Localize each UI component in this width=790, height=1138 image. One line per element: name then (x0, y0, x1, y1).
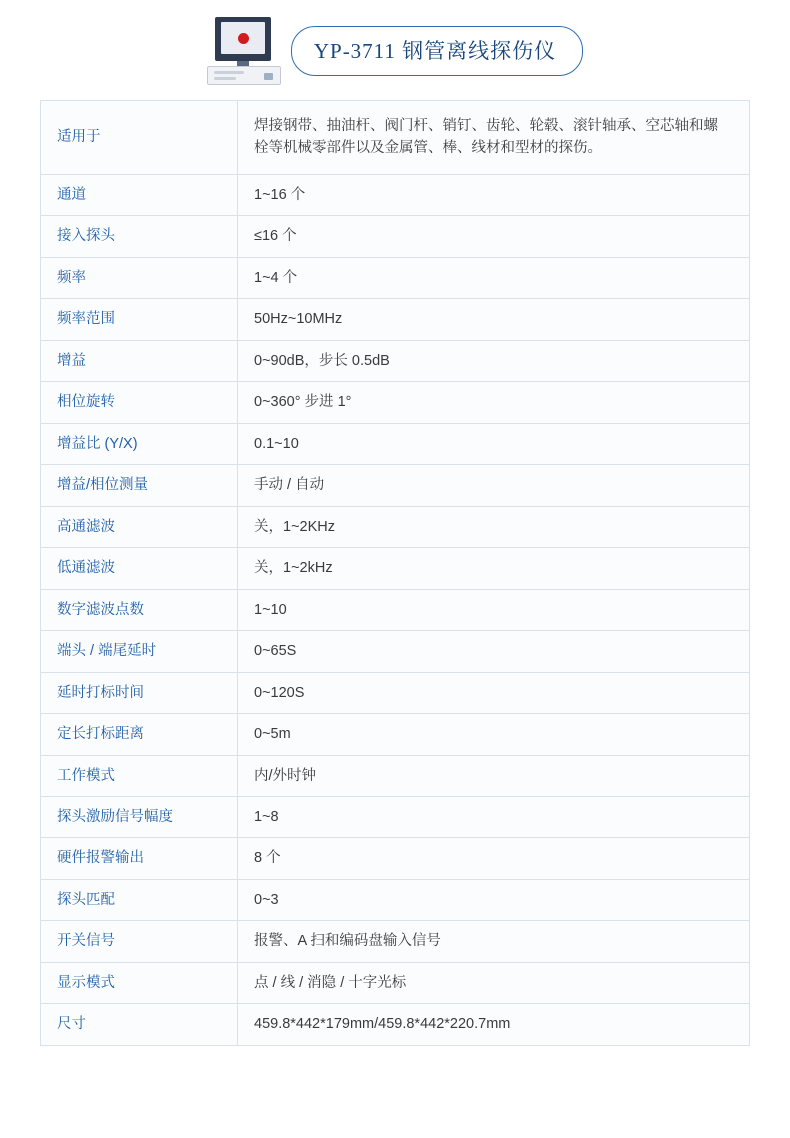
monitor-screen (221, 22, 265, 54)
spec-label: 接入探头 (41, 216, 238, 257)
base-slot-line (214, 77, 236, 80)
table-row (41, 299, 750, 340)
spec-label: 适用于 (41, 101, 238, 175)
spec-label: 尺寸 (41, 1004, 238, 1045)
spec-value: 0~120S (238, 672, 750, 713)
spec-label: 延时打标时间 (41, 672, 238, 713)
base-slot-line (214, 71, 244, 74)
table-row (41, 796, 750, 837)
table-row (41, 631, 750, 672)
spec-value: 0~90dB，步长 0.5dB (238, 340, 750, 381)
table-row (41, 838, 750, 879)
table-row (41, 672, 750, 713)
spec-value: 1~4 个 (238, 257, 750, 298)
table-row (41, 506, 750, 547)
page-title: YP-3711 钢管离线探伤仪 (313, 39, 557, 63)
table-row (41, 382, 750, 423)
table-row (41, 174, 750, 215)
specification-table-body (41, 101, 750, 1046)
spec-value: 点 / 线 / 消隐 / 十字光标 (238, 962, 750, 1003)
spec-value: 459.8*442*179mm/459.8*442*220.7mm (238, 1004, 750, 1045)
table-row (41, 879, 750, 920)
spec-value: ≤16 个 (238, 216, 750, 257)
spec-value: 内/外时钟 (238, 755, 750, 796)
spec-value: 0~65S (238, 631, 750, 672)
table-row (41, 548, 750, 589)
spec-label: 低通滤波 (41, 548, 238, 589)
table-row (41, 589, 750, 630)
spec-label: 数字滤波点数 (41, 589, 238, 630)
table-row (41, 257, 750, 298)
spec-value: 0~5m (238, 714, 750, 755)
table-row (41, 755, 750, 796)
spec-label: 硬件报警输出 (41, 838, 238, 879)
spec-value: 关，1~2KHz (238, 506, 750, 547)
table-row (41, 216, 750, 257)
specification-table (40, 100, 750, 1046)
base-power-button-icon (264, 73, 273, 80)
spec-value: 焊接钢带、抽油杆、阀门杆、销钉、齿轮、轮毂、滚针轴承、空芯轴和螺栓等机械零部件以及金属管、棒、线材和型材的探伤。 (238, 101, 750, 175)
spec-value: 50Hz~10MHz (238, 299, 750, 340)
spec-value: 1~8 (238, 796, 750, 837)
table-row (41, 340, 750, 381)
spec-label: 探头匹配 (41, 879, 238, 920)
spec-value: 报警、A 扫和编码盘输入信号 (238, 921, 750, 962)
table-row (41, 714, 750, 755)
spec-label: 增益 (41, 340, 238, 381)
spec-label: 增益比 (Y/X) (41, 423, 238, 464)
page-header (0, 0, 790, 96)
spec-value: 1~16 个 (238, 174, 750, 215)
screen-indicator-dot (238, 33, 249, 44)
table-row (41, 101, 750, 175)
spec-value: 0.1~10 (238, 423, 750, 464)
spec-label: 高通滤波 (41, 506, 238, 547)
spec-label: 端头 / 端尾延时 (41, 631, 238, 672)
spec-value: 8 个 (238, 838, 750, 879)
spec-label: 增益/相位测量 (41, 465, 238, 506)
spec-value: 关，1~2kHz (238, 548, 750, 589)
table-row (41, 921, 750, 962)
monitor-device-icon (207, 17, 281, 85)
spec-label: 显示模式 (41, 962, 238, 1003)
table-row (41, 423, 750, 464)
spec-label: 相位旋转 (41, 382, 238, 423)
spec-label: 定长打标距离 (41, 714, 238, 755)
spec-label: 频率范围 (41, 299, 238, 340)
spec-label: 通道 (41, 174, 238, 215)
spec-value: 1~10 (238, 589, 750, 630)
spec-value: 手动 / 自动 (238, 465, 750, 506)
spec-label: 工作模式 (41, 755, 238, 796)
monitor-body (215, 17, 271, 61)
table-row (41, 1004, 750, 1045)
table-row (41, 465, 750, 506)
table-row (41, 962, 750, 1003)
spec-value: 0~360° 步进 1° (238, 382, 750, 423)
device-base (207, 66, 281, 85)
spec-label: 探头激励信号幅度 (41, 796, 238, 837)
spec-label: 开关信号 (41, 921, 238, 962)
page-title-pill (291, 26, 583, 76)
header-inner (207, 17, 583, 85)
spec-value: 0~3 (238, 879, 750, 920)
spec-label: 频率 (41, 257, 238, 298)
